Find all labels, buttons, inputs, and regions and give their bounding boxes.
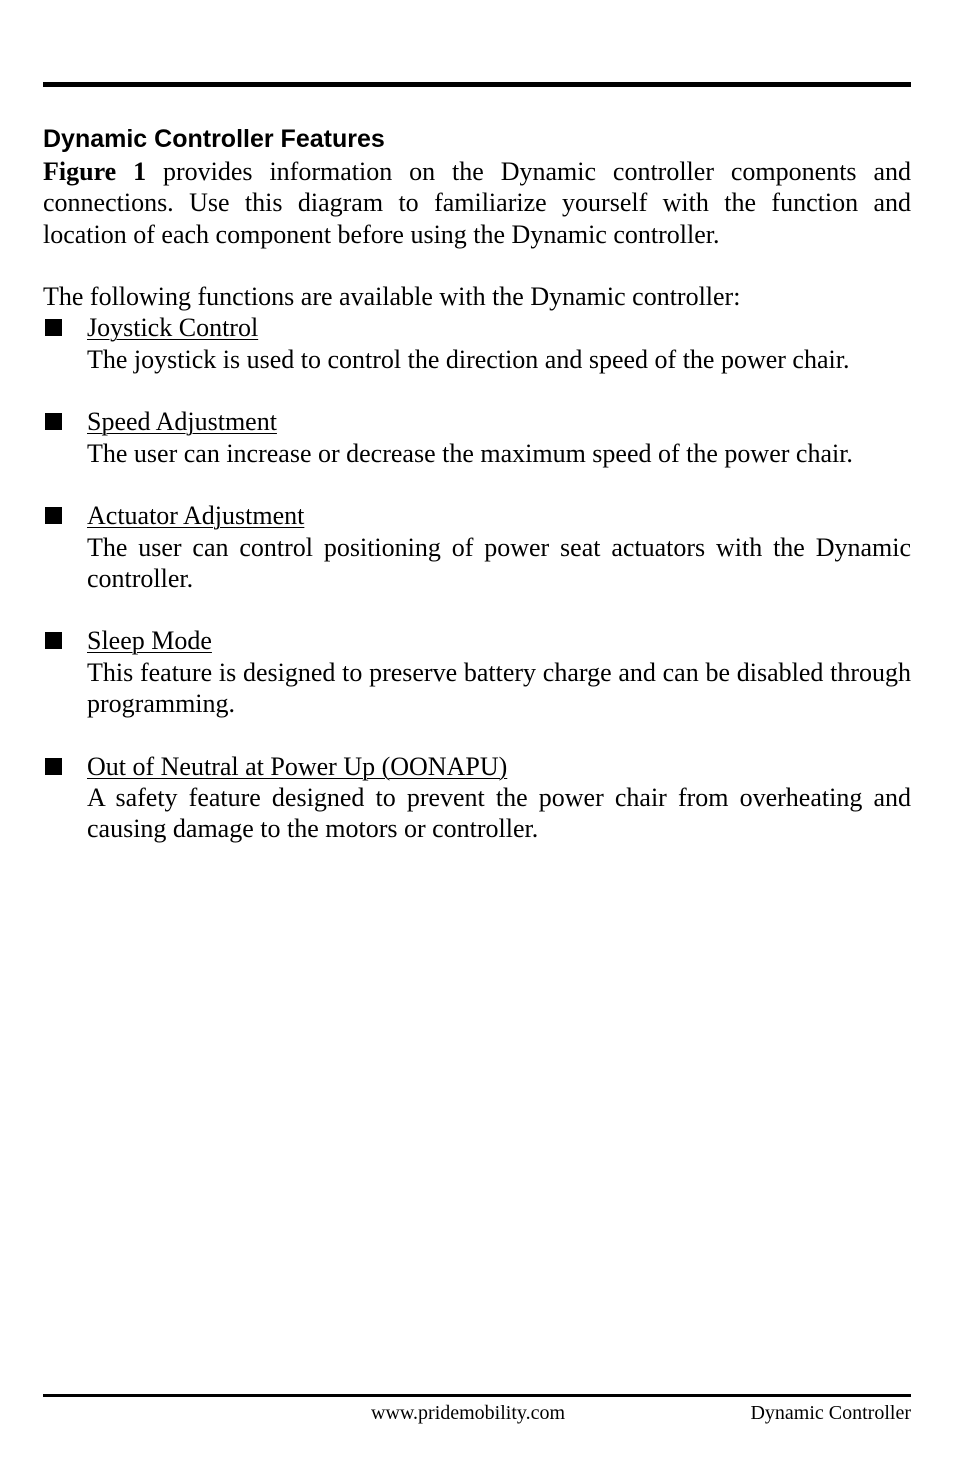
square-bullet-icon: [45, 319, 62, 336]
feature-title: Out of Neutral at Power Up (OONAPU): [87, 751, 508, 781]
square-bullet-icon: [45, 507, 62, 524]
footer-title: Dynamic Controller: [750, 1402, 911, 1424]
feature-title: Joystick Control: [87, 313, 259, 343]
feature-title: Actuator Adjustment: [87, 501, 305, 531]
paragraph-gap: [43, 250, 911, 281]
section-title: Dynamic Controller Features: [43, 125, 385, 153]
square-bullet-icon: [45, 632, 62, 649]
figure-reference: Figure 1: [43, 157, 147, 186]
feature-description: The user can increase or decrease the maximum speed of the power chair.: [87, 438, 853, 468]
intro-paragraph: [43, 156, 911, 250]
feature-actuator-adjustment: [43, 500, 911, 594]
footer-rule: [43, 1394, 911, 1397]
feature-joystick-control: [43, 312, 911, 375]
feature-title: Speed Adjustment: [87, 407, 277, 437]
intro-text: provides information on the Dynamic controller components and connections. Use this diagram to familiarize yourself with the function and location of each component before using the Dynamic controller.: [43, 157, 911, 249]
page-content: [43, 122, 911, 876]
header-rule: [43, 82, 911, 87]
feature-description: The joystick is used to control the direction and speed of the power chair.: [87, 344, 850, 374]
feature-description: The user can control positioning of power seat actuators with the Dynamic controller.: [87, 532, 911, 593]
feature-description: This feature is designed to preserve battery charge and can be disabled through programming.: [87, 657, 911, 719]
feature-oonapu: [43, 751, 911, 845]
feature-title: Sleep Mode: [87, 626, 212, 656]
feature-speed-adjustment: [43, 406, 911, 469]
functions-intro: The following functions are available with the Dynamic controller:: [43, 282, 741, 312]
feature-description: A safety feature designed to prevent the power chair from overheating and causing damage to the motors or controller.: [87, 782, 911, 844]
footer-url: www.pridemobility.com: [371, 1402, 566, 1424]
feature-sleep-mode: [43, 625, 911, 719]
page-footer: [43, 1400, 911, 1426]
square-bullet-icon: [45, 413, 62, 430]
square-bullet-icon: [45, 758, 62, 775]
